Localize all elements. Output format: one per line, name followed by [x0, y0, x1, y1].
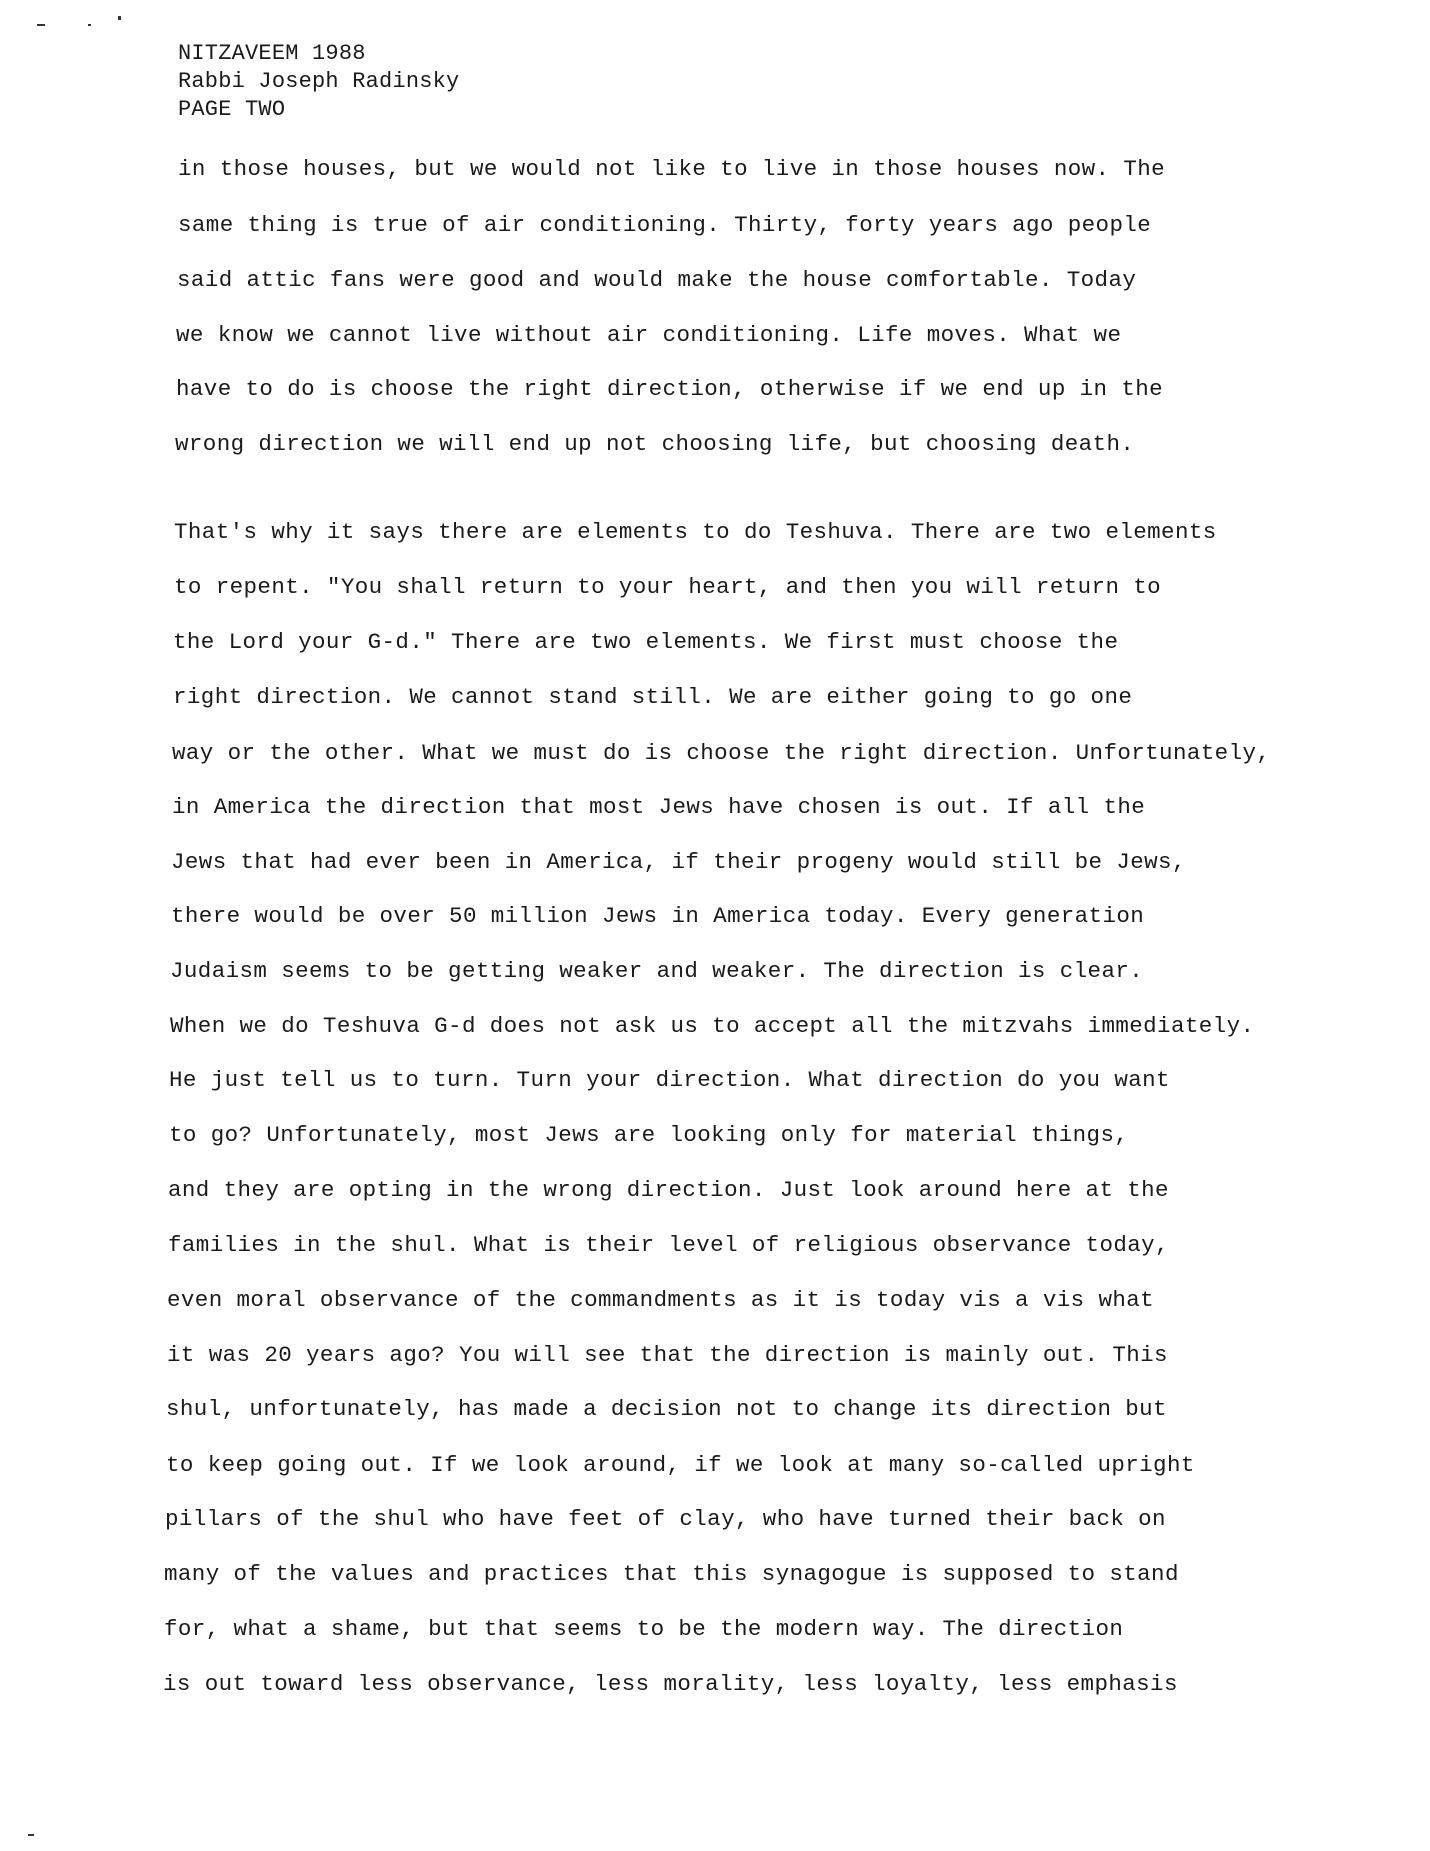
text-line: When we do Teshuva G-d does not ask us to accept all the mitzvahs immediately. [170, 1013, 1255, 1039]
text-line: it was 20 years ago? You will see that the direction is mainly out. This [167, 1342, 1168, 1368]
text-line: pillars of the shul who have feet of clay, who have turned their back on [165, 1506, 1166, 1532]
text-line: have to do is choose the right direction, otherwise if we end up in the [176, 376, 1164, 402]
text-line: the Lord your G-d." There are two elements. We first must choose the [173, 629, 1119, 655]
text-line: to go? Unfortunately, most Jews are looking only for material things, [169, 1122, 1129, 1148]
text-line: same thing is true of air conditioning. Thirty, forty years ago people [178, 212, 1152, 238]
text-line: families in the shul. What is their level of religious observance today, [168, 1232, 1169, 1258]
text-line: to repent. "You shall return to your heart, and then you will return to [174, 574, 1162, 600]
text-line: shul, unfortunately, has made a decision not to change its direction but [166, 1396, 1167, 1422]
text-line: That's why it says there are elements to do Teshuva. There are two elements [174, 519, 1217, 545]
text-line: way or the other. What we must do is choose the right direction. Unfortunately, [172, 740, 1271, 766]
text-line: and they are opting in the wrong direction. Just look around here at the [168, 1177, 1169, 1203]
text-line: for, what a shame, but that seems to be the modern way. The direction [164, 1616, 1124, 1642]
text-line: right direction. We cannot stand still. We are either going to go one [173, 684, 1133, 710]
text-line: we know we cannot live without air conditioning. Life moves. What we [176, 322, 1122, 348]
text-line: in America the direction that most Jews have chosen is out. If all the [172, 794, 1146, 820]
text-line: Jews that had ever been in America, if their progeny would still be Jews, [171, 849, 1186, 875]
text-line: is out toward less observance, less morality, less loyalty, less emphasis [163, 1671, 1178, 1697]
text-line: He just tell us to turn. Turn your direction. What direction do you want [169, 1067, 1170, 1093]
text-line: there would be over 50 million Jews in America today. Every generation [171, 903, 1145, 929]
text-line: many of the values and practices that this synagogue is supposed to stand [164, 1561, 1179, 1587]
text-line: to keep going out. If we look around, if we look at many so-called upright [166, 1452, 1195, 1478]
text-line: Judaism seems to be getting weaker and weaker. The direction is clear. [170, 958, 1144, 984]
document-author: Rabbi Joseph Radinsky [178, 69, 460, 94]
text-line: wrong direction we will end up not choosing life, but choosing death. [175, 431, 1135, 457]
text-line: even moral observance of the commandments as it is today vis a vis what [167, 1287, 1155, 1313]
page-label: PAGE TWO [178, 97, 286, 122]
text-line: in those houses, but we would not like to live in those houses now. The [178, 156, 1166, 182]
text-line: said attic fans were good and would make the house comfortable. Today [177, 267, 1137, 293]
document-title: NITZAVEEM 1988 [178, 41, 366, 66]
